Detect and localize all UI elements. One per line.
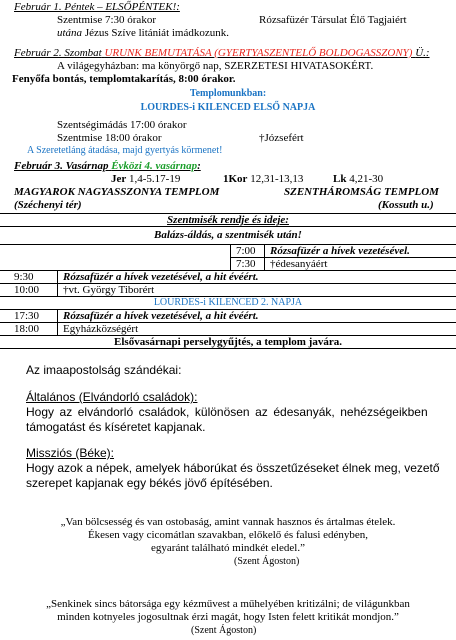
table-line [0,226,456,227]
table-row-left-time: 10:00 [14,284,40,296]
table-bottom-line [0,348,456,349]
intentions-heading: Az imaapostolság szándékai: [26,363,182,377]
table-row-right-text: Rózsafüzér a hívek vezetésével. [270,245,410,257]
church-right: SZENTHÁROMSÁG TEMPLOM [284,186,439,198]
table-collection: Elsővasárnapi perselygyűjtés, a templom javára. [114,336,342,348]
intentions-mission-title: Missziós (Béke): [26,446,115,460]
intentions-general-line: Hogy az elvándorló családok, különösen az édesanyák, nehézségeikben [26,405,428,419]
quote1-author: (Szent Ágoston) [234,556,300,567]
church-left-sub: (Széchenyi tér) [14,199,82,211]
table-row-left-text: †vt. György Tiborért [63,284,155,296]
feb2-adoration: Szentségimádás 17:00 órakor [57,119,187,131]
intentions-general-line: támogatást és kíséretet kapjanak. [26,420,206,434]
feb2-mass18: Szentmise 18:00 órakor [57,132,162,144]
feb1-mass: Szentmise 7:30 órakor [57,14,156,26]
intentions-general-title: Általános (Elvándorló családok): [26,390,198,404]
feb2-heading: Február 2. Szombat URUNK BEMUTATÁSA (GYERTYASZENTELŐ BOLDOGASSZONY) Ü.: [14,47,430,59]
feb2-lourdes1: LOURDES-i KILENCED ELSŐ NAPJA [140,102,316,113]
table-row-left-time: 17:30 [14,310,40,322]
table-lourdes2: LOURDES-i KILENCED 2. NAPJA [153,297,303,308]
feb3-reading-2: 1Kor 12,31-13,13 [223,173,304,185]
church-right-sub: (Kossuth u.) [378,199,434,211]
table-row-right-text: †édesanyáért [270,258,328,270]
intentions-mission-line: Hogy azok a népek, amelyek háborúkat és összetűzéseket élnek meg, vezető [26,461,440,475]
feb3-reading-3: Lk 4,21-30 [333,173,384,185]
church-left: MAGYAROK NAGYASSZONYA TEMPLOM [14,186,220,198]
quote2-author: (Szent Ágoston) [191,625,257,636]
table-vline [264,244,265,270]
feb1-after: utána Jézus Szíve litániát imádkozunk. [57,27,229,39]
feb2-world-day: A világegyházban: ma könyörgő nap, SZERZETESI HIVATASOKÉRT. [57,60,374,72]
feb2-tree: Fenyőfa bontás, templomtakarítás, 8:00 órakor. [12,73,236,85]
table-title: Szentmisék rendje és ideje: [167,214,289,226]
table-blessing: Balázs-áldás, a szentmisék után! [154,229,302,241]
quote1-line: „Van bölcsesség és van ostobaság, amint vannak hasznos és ártalmas ételek. [60,516,396,528]
table-row-right-time: 7:30 [236,258,256,270]
table-row-left-text: Egyházközségért [63,323,139,335]
quote2-line: „Senkinek sincs bátorsága egy kézművest a műhelyében kritizálni; de világunkban [46,598,410,610]
table-row-left-text: Rózsafüzér a hívek vezetésével, a hit évéért. [63,271,259,283]
feb2-mass18-intention: †Józsefért [259,132,304,144]
feb2-candles: A Szeretetláng átadása, majd gyertyás körmenet! [27,145,223,156]
table-row-left-time: 9:30 [14,271,34,283]
table-row-right-time: 7:00 [236,245,256,257]
feb1-mass-intention: Rózsafüzér Társulat Élő Tagjaiért [259,14,407,26]
quote1-line: Ékesen vagy cicomátlan szavakban, előkelő és falusi edényben, [87,529,369,541]
feb3-heading: Február 3. Vasárnap Évközi 4. vasárnap: [14,160,201,172]
feb2-in-church: Templomunkban: [189,88,267,99]
feb1-heading: Február 1. Péntek – ELSŐPÉNTEK!: [14,1,180,13]
quote1-line: egyaránt található mindkét eledel.” [151,542,305,554]
quote2-line: minden kotnyeles jogosultnak érzi magát, hogy Isten felett kritikát mondjon.” [57,611,399,623]
table-row-left-text: Rózsafüzér a hívek vezetésével, a hit évéért. [63,310,259,322]
table-row-left-time: 18:00 [14,323,40,335]
table-vline [230,244,231,270]
table-vline [57,309,58,335]
table-vline [57,270,58,296]
feb3-reading-1: Jer 1,4-5.17-19 [111,173,181,185]
intentions-mission-line: szerepet kapjanak egy békés jövő építésében. [26,476,273,490]
